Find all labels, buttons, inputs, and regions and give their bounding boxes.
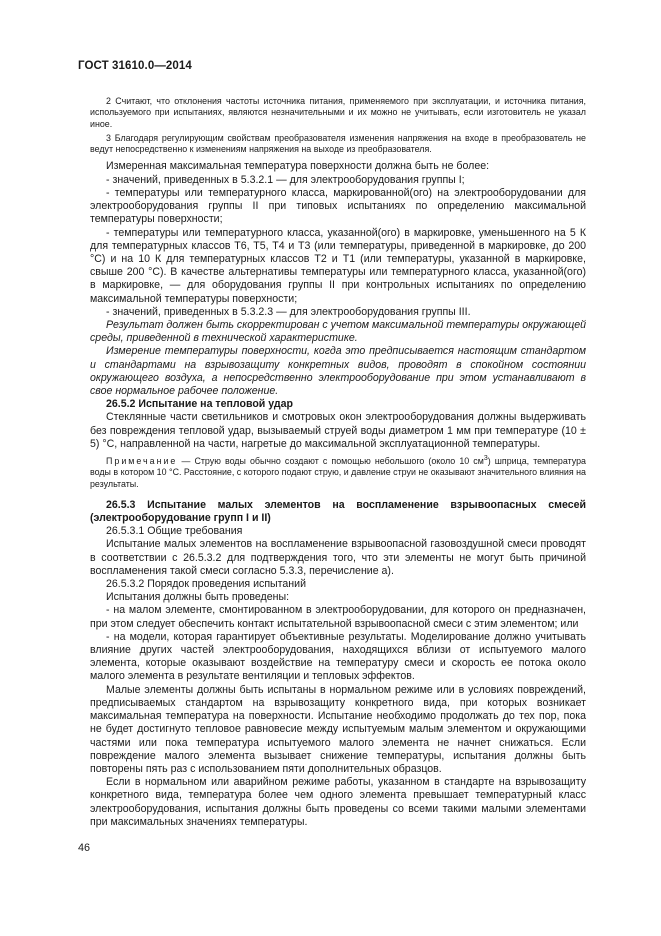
note-text-a: — Струю воды обычно создают с помощью небольшого (около 10 см	[177, 455, 484, 466]
measurement-conditions: Измерение температуры поверхности, когда это предписывается настоящим стандартом и стандартами на взрывозащиту конкретных видов, проводят в спокойном состоянии окружающего воздуха, а непосредственно электрооборудование при этом устанавливают в свое нормальное рабочее положение.	[90, 345, 586, 397]
page-body	[90, 96, 586, 829]
page-number: 46	[78, 842, 91, 854]
subsection-title-26-5-3-1: 26.5.3.1 Общие требования	[106, 525, 243, 538]
subsection-title-26-5-3-2: 26.5.3.2 Порядок проведения испытаний	[106, 578, 306, 591]
temp-item-reduced: - температуры или температурного класса, указанной(ого) в маркировке, уменьшенного на 5 К для температурных классов Т6, Т5, Т4 и Т3 (или температуры, приведенной в маркировке, до 200 °С) и на 10 К для температурных классов Т2 и Т1 (или температуры, указанной в маркировке, свыше 200 °С). В качестве альтернативы температуры или температурного класса, указанной(ого) в маркировке, — для оборудования группы II при контрольных испытаниях по определению максимальной температуры поверхности;	[90, 226, 586, 305]
general-requirements-body: Испытание малых элементов на воспламенение взрывоопасной газовоздушной смеси проводят в соответствии с 26.5.3.2 для подтверждения того, что эти элементы не могут быть причиной воспламенения такой смеси согласно 5.3.3, перечисление а).	[90, 538, 586, 577]
temp-item-group-iii: - значений, приведенных в 5.3.2.3 — для электрооборудования группы III.	[106, 305, 471, 318]
section-heading-26-5-3: 26.5.3 Испытание малых элементов на воспламенение взрывоопасных смесей (электрооборудование групп I и II)	[90, 498, 586, 525]
multiple-elements-paragraph: Если в нормальном или аварийном режиме работы, указанном в стандарте на взрывозащиту конкретного вида, температура более чем одного элемента превышает температурный класс электрооборудования, испытания должны быть проведены со всеми такими малыми элементами при максимальных значениях температуры.	[90, 776, 586, 828]
temp-item-group-ii-type: - температуры или температурного класса, маркированной(ого) на электрооборудовании для электрооборудования группы II при типовых испытаниях по определению максимальной температуры поверхности;	[90, 186, 586, 226]
note-3: 3 Благодаря регулирующим свойствам преобразователя изменения напряжения на входе в преобразователь не ведут непосредственно к изменениям напряжения на выходе из преобразователя.	[90, 132, 586, 155]
small-elements-paragraph: Малые элементы должны быть испытаны в нормальном режиме или в условиях повреждений, предписываемых стандартом на взрывозащиту конкретного вида, при которых возникает максимальная температура на поверхности. Испытание необходимо продолжать до тех пор, пока не будет достигнуто тепловое равновесие между испытуемым малым элементом и окружающими частями или пока температура испытуемого малого элемента не начнет снижаться. Если повреждение малого элемента вызывает снижение температуры, испытания должны быть повторены пять раз с использованием пяти дополнительных образцов.	[90, 683, 586, 775]
correction-note: Результат должен быть скорректирован с учетом максимальной температуры окружающей среды, приведенной в технической характеристике.	[90, 318, 587, 345]
test-procedure-intro: Испытания должны быть проведены:	[106, 591, 290, 604]
note-text-b: ) шприца, температура воды в котором 10 °С. Расстояние, с которого подают струю, и давление струи не оказывают значительного влияния на результаты.	[90, 455, 586, 489]
thermal-shock-body: Стеклянные части светильников и смотровых окон электрооборудования должны выдерживать без повреждения тепловой удар, вызываемый струей воды диаметром 1 мм при температуре (10 ± 5) °С, направленной на части, нагретые до максимальной эксплуатационной температуры.	[90, 411, 586, 450]
test-procedure-item-1: - на малом элементе, смонтированном в электрооборудовании, для которого он предназначен, при этом следует обеспечить контакт испытательной взрывоопасной смеси с этим элементом; или	[90, 604, 586, 630]
note-2: 2 Считают, что отклонения частоты источника питания, применяемого при эксплуатации, и источника питания, используемого при испытаниях, являются незначительными и их можно не учитывать, если изготовитель не указал иное.	[90, 96, 586, 129]
note-superscript: 3	[483, 454, 488, 462]
document-header: ГОСТ 31610.0—2014	[78, 60, 192, 72]
temp-intro: Измеренная максимальная температура поверхности должна быть не более:	[106, 160, 490, 173]
section-heading-26-5-2: 26.5.2 Испытание на тепловой удар	[106, 398, 293, 411]
thermal-shock-note	[90, 456, 586, 490]
test-procedure-item-2: - на модели, которая гарантирует объективные результаты. Моделирование должно учитывать влияние других частей электрооборудования, находящихся вблизи от испытуемого малого элемента, которые оказывают воздействие на температуру смеси и скорость ее потока около малого элемента в результате вентиляции и тепловых эффектов.	[90, 630, 586, 683]
temp-item-group-i: - значений, приведенных в 5.3.2.1 — для электрооборудования группы I;	[106, 173, 465, 186]
note-label: Примечание	[106, 455, 178, 466]
